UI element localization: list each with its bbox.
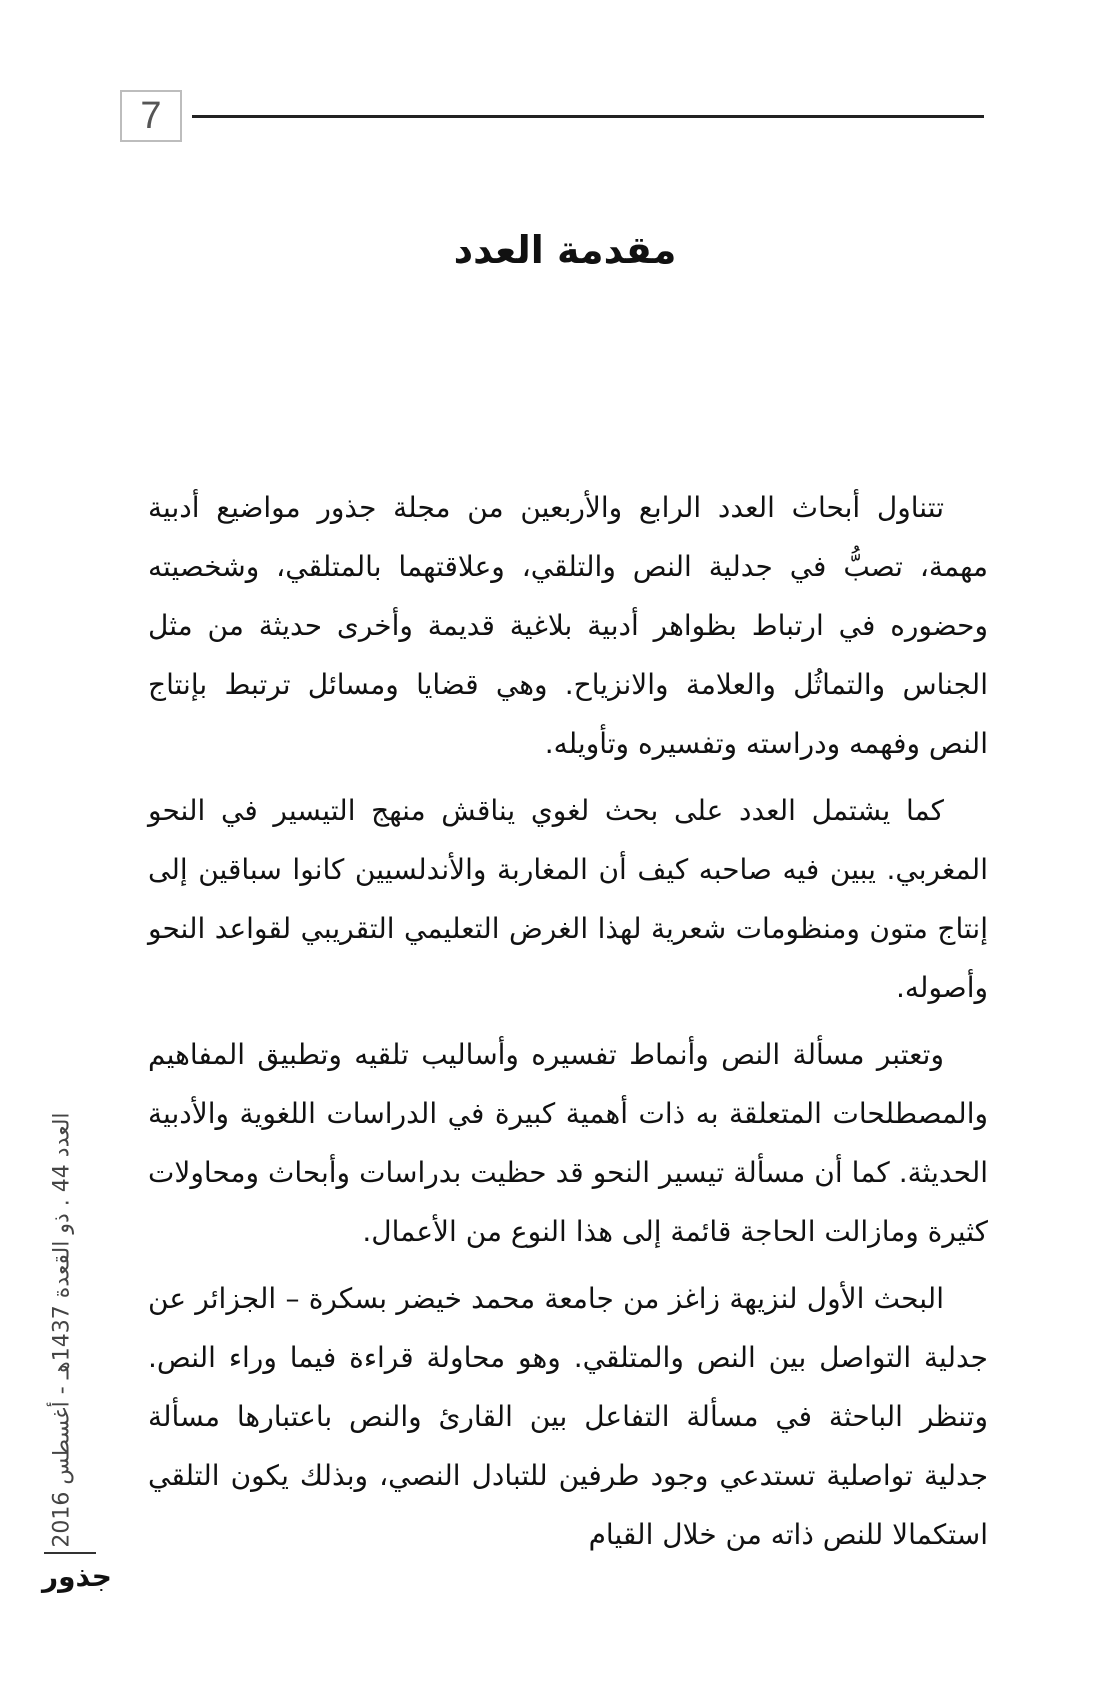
paragraph-1: تتناول أبحاث العدد الرابع والأربعين من مجلة جذور مواضيع أدبية مهمة، تصبُّ في جدلية النص والتلقي، وعلاقتهما بالمتلقي، وشخصيته وحضوره في ارتباط بظواهر أدبية بلاغية قديمة وأخرى حديثة من مثل الجناس والتماثُل والعلامة والانزياح. وهي قضايا ومسائل ترتبط بإنتاج النص وفهمه ودراسته وتفسيره وتأويله. xyxy=(148,491,988,760)
header-rule xyxy=(192,115,984,118)
issue-info-vertical: العدد 44 . ذو القعدة 1437هـ - أغسطس 2016 xyxy=(49,1112,75,1548)
article-body xyxy=(148,478,988,1572)
page-title: مقدمة العدد xyxy=(453,228,677,272)
paragraph-4: البحث الأول لنزيهة زاغز من جامعة محمد خيضر بسكرة – الجزائر عن جدلية التواصل بين النص والمتلقي. وهو محاولة قراءة فيما وراء النص. وتنظر الباحثة في مسألة التفاعل بين القارئ والنص باعتبارها مسألة جدلية تواصلية تستدعي وجود طرفين للتبادل النصي، وبذلك يكون التلقي استكمالا للنص ذاته من خلال القيام xyxy=(148,1282,988,1551)
paragraph-2: كما يشتمل العدد على بحث لغوي يناقش منهج التيسير في النحو المغربي. يبين فيه صاحبه كيف أن المغاربة والأندلسيين كانوا سباقين إلى إنتاج متون ومنظومات شعرية لهذا الغرض التعليمي التقريبي لقواعد النحو وأصوله. xyxy=(148,794,988,1004)
logo-rule xyxy=(44,1552,96,1554)
page-number: 7 xyxy=(120,90,182,142)
paragraph-3: وتعتبر مسألة النص وأنماط تفسيره وأساليب تلقيه وتطبيق المفاهيم والمصطلحات المتعلقة به ذات أهمية كبيرة في الدراسات اللغوية والأدبية الحديثة. كما أن مسألة تيسير النحو قد حظيت بدراسات وأبحاث ومحاولات كثيرة ومازالت الحاجة قائمة إلى هذا النوع من الأعمال. xyxy=(148,1038,988,1248)
journal-logo: جذور xyxy=(42,1560,112,1593)
